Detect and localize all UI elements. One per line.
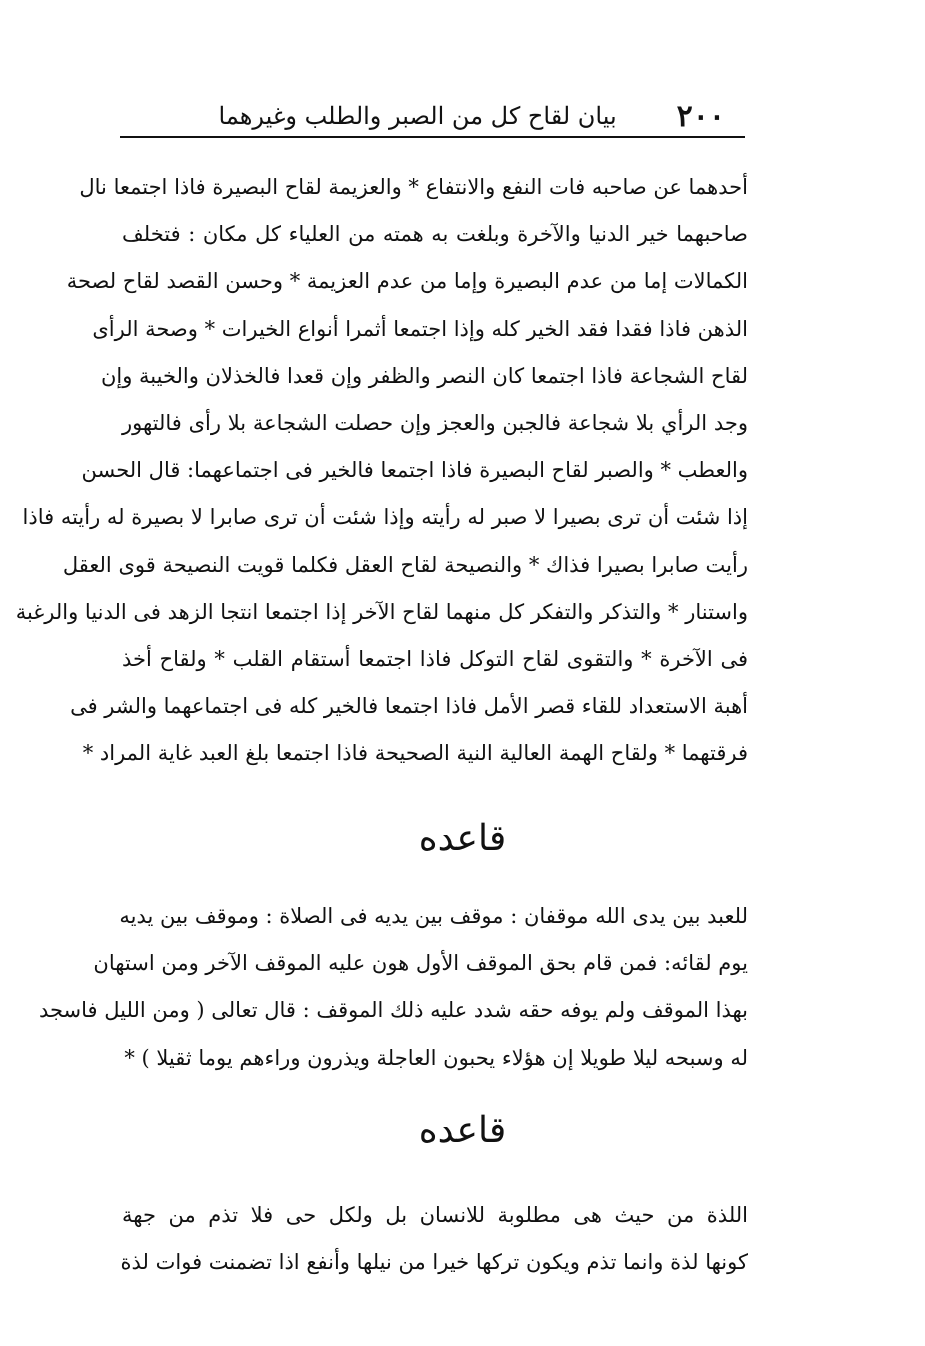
text-line: والعطب * والصبر لقاح البصيرة فاذا اجتمعا فالخير فى اجتماعهما: قال الحسن xyxy=(81,458,748,483)
section-heading: قاعده xyxy=(418,818,507,859)
text-line: وجد الرأي بلا شجاعة فالجبن والعجز وإن حصلت الشجاعة بلا رأى فالتهور xyxy=(122,410,748,435)
text-line: يوم لقائه: فمن قام بحق الموقف الأول هون عليه الموقف الآخر ومن استهان xyxy=(93,951,748,976)
running-title: بيان لقاح كل من الصبر والطلب وغيرهما xyxy=(218,102,617,130)
text-line: فرقتهما * ولقاح الهمة العالية النية الصحيحة فاذا اجتمعا بلغ العبد غاية المراد * xyxy=(82,741,748,766)
page-header xyxy=(120,96,745,138)
text-line: أهبة الاستعداد للقاء قصر الأمل فاذا اجتمعا فالخير كله فى اجتماعهما والشر فى xyxy=(70,694,748,719)
text-line: الذهن فاذا فقدا فقد الخير كله وإذا اجتمعا أثمرا أنواع الخيرات * وصحة الرأى xyxy=(92,316,748,341)
text-line: إذا شئت أن ترى بصيرا لا صبر له رأيته وإذا شئت أن ترى صابرا لا بصيرة له رأيته فاذا xyxy=(22,505,748,530)
text-line: لقاح الشجاعة فاذا اجتمعا كان النصر والظفر وإن قعدا فالخذلان والخيبة وإن xyxy=(100,363,748,388)
text-line: رأيت صابرا بصيرا فذاك * والنصيحة لقاح العقل فكلما قويت النصيحة قوى العقل xyxy=(62,552,748,577)
text-line: اللذة من حيث هى مطلوبة للانسان بل ولكل حى فلا تذم من جهة xyxy=(122,1203,748,1227)
page-number: ٢٠٠ xyxy=(676,98,725,134)
text-line: واستنار * والتذكر والتفكر كل منهما لقاح الآخر إذا اجتمعا انتجا الزهد فى الدنيا والرغبة xyxy=(15,599,748,624)
text-line: للعبد بين يدى الله موقفان : موقف بين يديه فى الصلاة : وموقف بين يديه xyxy=(119,904,748,928)
paragraph-2 xyxy=(38,893,748,1082)
text-line: كونها لذة وانما تذم ويكون تركها خيرا من نيلها وأنفع اذا تضمنت فوات لذة xyxy=(120,1250,748,1275)
text-line: بهذا الموقف ولم يوفه حقه شدد عليه ذلك الموقف : قال تعالى ( ومن الليل فاسجد xyxy=(38,998,748,1023)
text-line: له وسبحه ليلا طويلا إن هؤلاء يحبون العاجلة ويذرون وراءهم يوما ثقيلا ) * xyxy=(124,1045,748,1070)
text-line: أحدهما عن صاحبه فات النفع والانتفاع * والعزيمة لقاح البصيرة فاذا اجتمعا نال xyxy=(79,175,748,199)
text-line: الكمالات إما من عدم البصيرة وإما من عدم العزيمة * وحسن القصد لقاح لصحة xyxy=(66,269,748,294)
section-heading: قاعده xyxy=(418,1110,507,1151)
text-line: صاحبهما خير الدنيا والآخرة وبلغت به همته من العلياء كل مكان : فتخلف xyxy=(122,222,748,247)
paragraph-1 xyxy=(15,164,748,777)
text-line: فى الآخرة * والتقوى لقاح التوكل فاذا اجتمعا أستقام القلب * ولقاح أخذ xyxy=(122,646,748,671)
paragraph-3 xyxy=(122,1192,748,1286)
